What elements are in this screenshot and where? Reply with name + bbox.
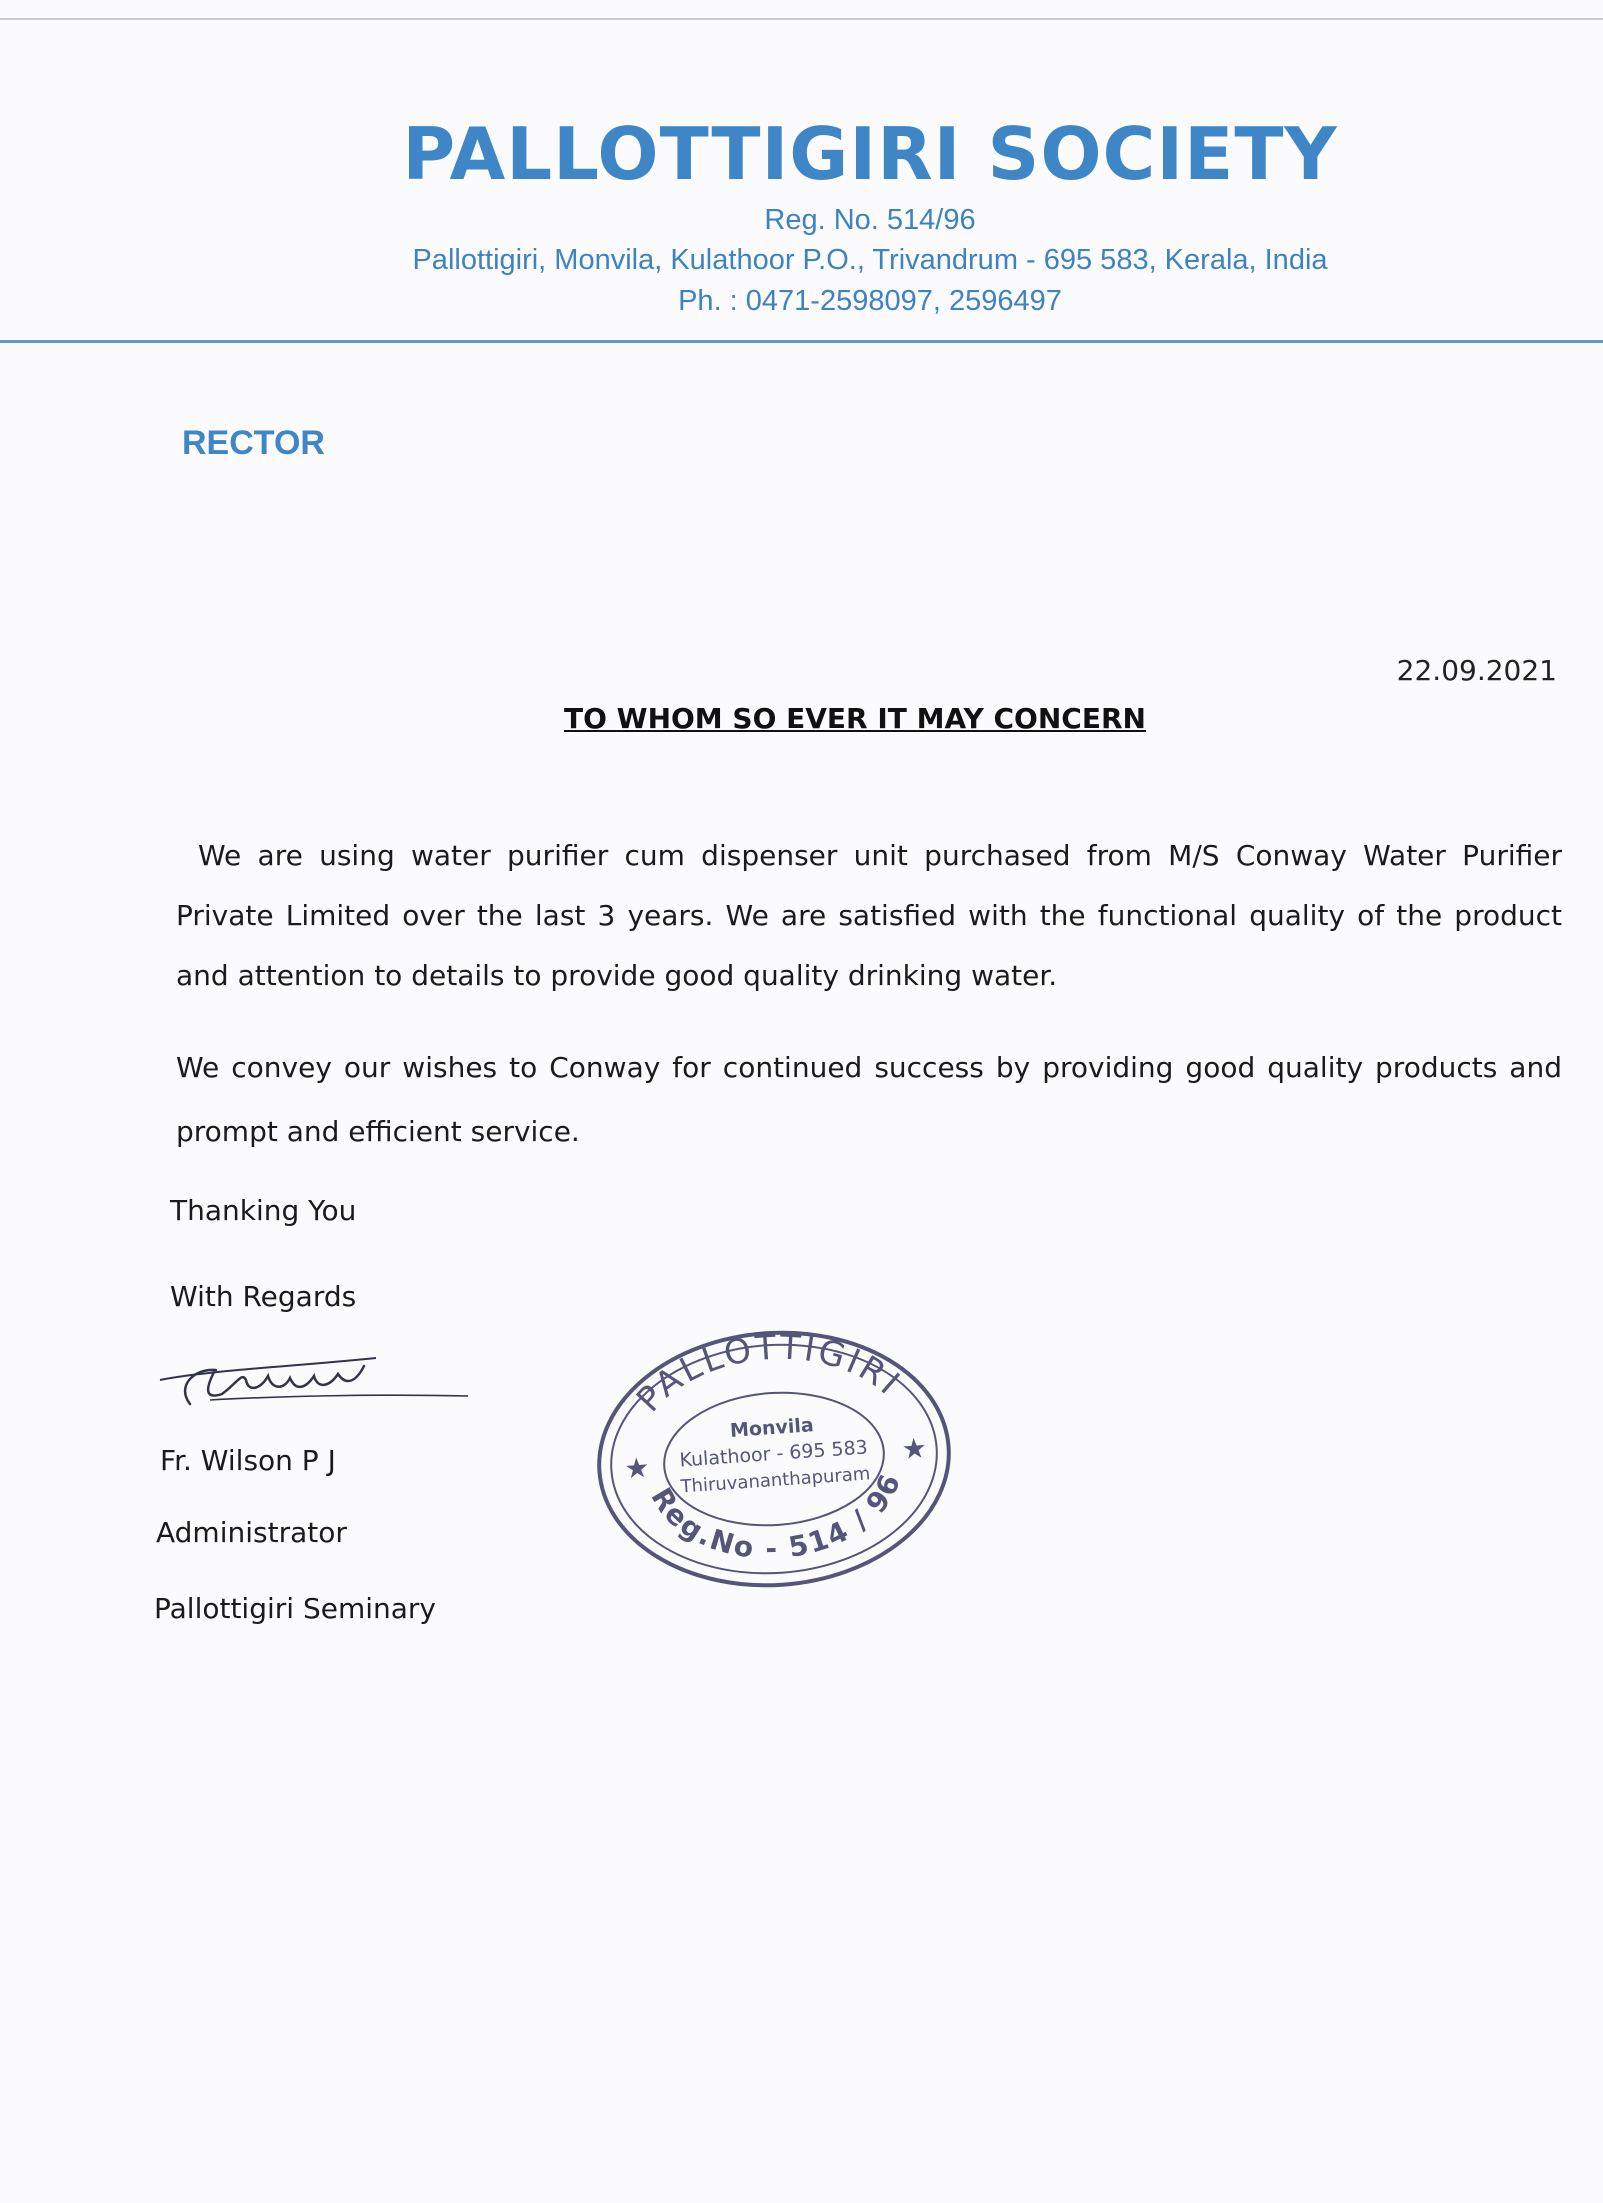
org-phone: Ph. : 0471-2598097, 2596497 [678, 285, 1062, 317]
body-paragraph-1: We are using water purifier cum dispenser unit purchased from M/S Conway Water Purifier Private Limited over the last 3 years. We are satisfied with the functional quality of the product and attention to details to provide good quality drinking water. [176, 839, 1562, 992]
stamp-line-3: Thiruvananthapuram [679, 1463, 872, 1498]
org-address: Pallottigiri, Monvila, Kulathoor P.O., Trivandrum - 695 583, Kerala, India [412, 244, 1328, 276]
signature-icon [150, 1346, 470, 1416]
seal-stamp-icon [585, 1316, 962, 1602]
stamp-top-text: PALLOTTIGIRI [628, 1327, 910, 1421]
letter-date: 22.09.2021 [1396, 654, 1557, 687]
stamp-star-icon: ★ [900, 1431, 928, 1467]
signatory-title: Administrator [156, 1516, 347, 1549]
stamp-bottom-text: Reg.No - 514 / 96 [644, 1468, 908, 1566]
closing-thanks: Thanking You [170, 1194, 357, 1227]
svg-text:PALLOTTIGIRI [625, 1318, 911, 1421]
stamp-line-1: Monvila [729, 1414, 815, 1442]
letterhead-divider [0, 340, 1603, 343]
stamp-line-2: Kulathoor - 695 583 [678, 1436, 869, 1472]
signatory-name: Fr. Wilson P J [160, 1444, 336, 1477]
closing-regards: With Regards [170, 1280, 357, 1313]
signatory-org: Pallottigiri Seminary [154, 1592, 436, 1625]
stamp-star-icon: ★ [623, 1450, 651, 1486]
rector-label: RECTOR [182, 424, 325, 462]
registration-number: Reg. No. 514/96 [764, 204, 976, 236]
org-name: PALLOTTIGIRI SOCIETY [402, 112, 1338, 196]
top-edge-rule [0, 18, 1603, 20]
letter-subject: TO WHOM SO EVER IT MAY CONCERN [564, 702, 1146, 735]
body-paragraph-2: We convey our wishes to Conway for continued success by providing good quality products and prompt and efficient service. [176, 1051, 1562, 1148]
